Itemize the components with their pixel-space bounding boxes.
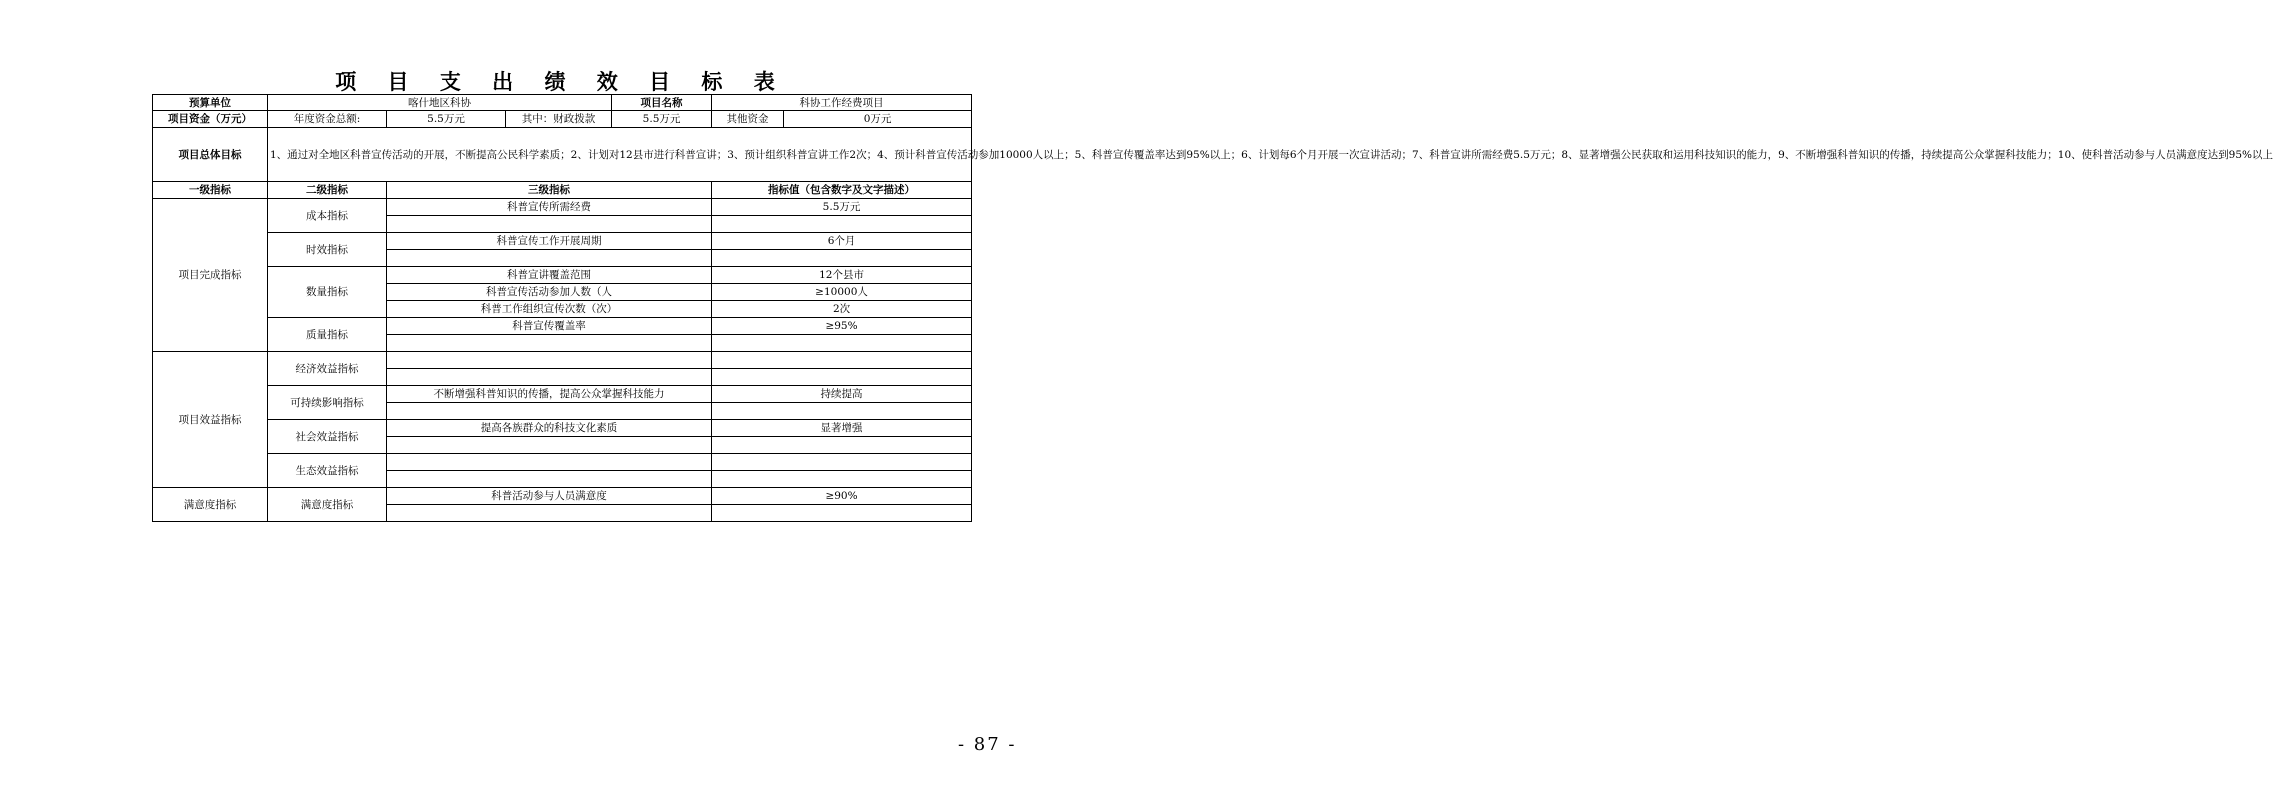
performance-target-table bbox=[152, 94, 2273, 522]
soc1-value: 显著增强 bbox=[712, 420, 972, 437]
goal-label: 项目总体目标 bbox=[153, 128, 268, 182]
qty3-name: 科普工作组织宣传次数（次） bbox=[387, 301, 712, 318]
table-row bbox=[153, 420, 972, 437]
time1-value: 6个月 bbox=[712, 233, 972, 250]
qty2-name: 科普宣传活动参加人数（人 bbox=[387, 284, 712, 301]
sub-quality: 质量指标 bbox=[268, 318, 387, 352]
page-title: 项 目 支 出 绩 效 目 标 表 bbox=[335, 69, 787, 94]
time1-name: 科普宣传工作开展周期 bbox=[387, 233, 712, 250]
qual1-name: 科普宣传覆盖率 bbox=[387, 318, 712, 335]
sub-ecological: 生态效益指标 bbox=[268, 454, 387, 488]
col-value: 指标值（包含数字及文字描述） bbox=[712, 182, 972, 199]
sub-sustainable: 可持续影响指标 bbox=[268, 386, 387, 420]
goal-row bbox=[153, 128, 972, 182]
sub-economic: 经济效益指标 bbox=[268, 352, 387, 386]
cost1-name: 科普宣传所需经费 bbox=[387, 199, 712, 216]
table-row bbox=[153, 454, 972, 471]
fiscal-value: 5.5万元 bbox=[612, 111, 712, 128]
table-row bbox=[153, 318, 972, 335]
page-number: - 87 - bbox=[958, 734, 1017, 755]
group-completion: 项目完成指标 bbox=[153, 199, 268, 352]
project-name-label: 项目名称 bbox=[612, 95, 712, 111]
budget-unit-row bbox=[153, 95, 972, 111]
funds-row bbox=[153, 111, 972, 128]
qty3-value: 2次 bbox=[712, 301, 972, 318]
sus1-name: 不断增强科普知识的传播，提高公众掌握科技能力 bbox=[387, 386, 712, 403]
sub-social: 社会效益指标 bbox=[268, 420, 387, 454]
sub-time: 时效指标 bbox=[268, 233, 387, 267]
table-row bbox=[153, 233, 972, 250]
other-funds-value: 0万元 bbox=[784, 111, 972, 128]
budget-unit-value: 喀什地区科协 bbox=[268, 95, 612, 111]
col-level2: 二级指标 bbox=[268, 182, 387, 199]
sus1-value: 持续提高 bbox=[712, 386, 972, 403]
table-row bbox=[153, 352, 972, 369]
col-level3: 三级指标 bbox=[387, 182, 712, 199]
sat1-value: ≥90% bbox=[712, 488, 972, 505]
table-row bbox=[153, 199, 972, 216]
group-satisfaction: 满意度指标 bbox=[153, 488, 268, 522]
qty1-name: 科普宣讲覆盖范围 bbox=[387, 267, 712, 284]
budget-unit-label: 预算单位 bbox=[153, 95, 268, 111]
table-row bbox=[153, 386, 972, 403]
qual1-value: ≥95% bbox=[712, 318, 972, 335]
qty2-value: ≥10000人 bbox=[712, 284, 972, 301]
table-row bbox=[153, 267, 972, 284]
sat1-name: 科普活动参与人员满意度 bbox=[387, 488, 712, 505]
qty1-value: 12个县市 bbox=[712, 267, 972, 284]
fiscal-label: 其中：财政拨款 bbox=[506, 111, 612, 128]
annual-total-label: 年度资金总额: bbox=[268, 111, 387, 128]
sub-cost: 成本指标 bbox=[268, 199, 387, 233]
other-funds-label: 其他资金 bbox=[712, 111, 784, 128]
group-benefit: 项目效益指标 bbox=[153, 352, 268, 488]
soc1-name: 提高各族群众的科技文化素质 bbox=[387, 420, 712, 437]
table-row bbox=[153, 488, 972, 505]
sub-quantity: 数量指标 bbox=[268, 267, 387, 318]
funds-label: 项目资金（万元） bbox=[153, 111, 268, 128]
cost1-value: 5.5万元 bbox=[712, 199, 972, 216]
sub-satisfaction: 满意度指标 bbox=[268, 488, 387, 522]
goal-text: 1、通过对全地区科普宣传活动的开展，不断提高公民科学素质；2、计划对12县市进行科普宣讲；3、预计组织科普宣讲工作2次；4、预计科普宣传活动参加10000人以上；5、科普宣传覆盖率达到95%以上；6、计划每6个月开展一次宣讲活动；7、科普宣讲所需经费5.5万元；8、显著增强公民获取和运用科技知识的能力，9、不断增强科普知识的传播，持续提高公众掌握科技能力；10、使科普活动参与人员满意度达到95%以上 bbox=[268, 128, 972, 182]
col-level1: 一级指标 bbox=[153, 182, 268, 199]
annual-total-value: 5.5万元 bbox=[387, 111, 506, 128]
project-name-value: 科协工作经费项目 bbox=[712, 95, 972, 111]
column-header-row bbox=[153, 182, 972, 199]
